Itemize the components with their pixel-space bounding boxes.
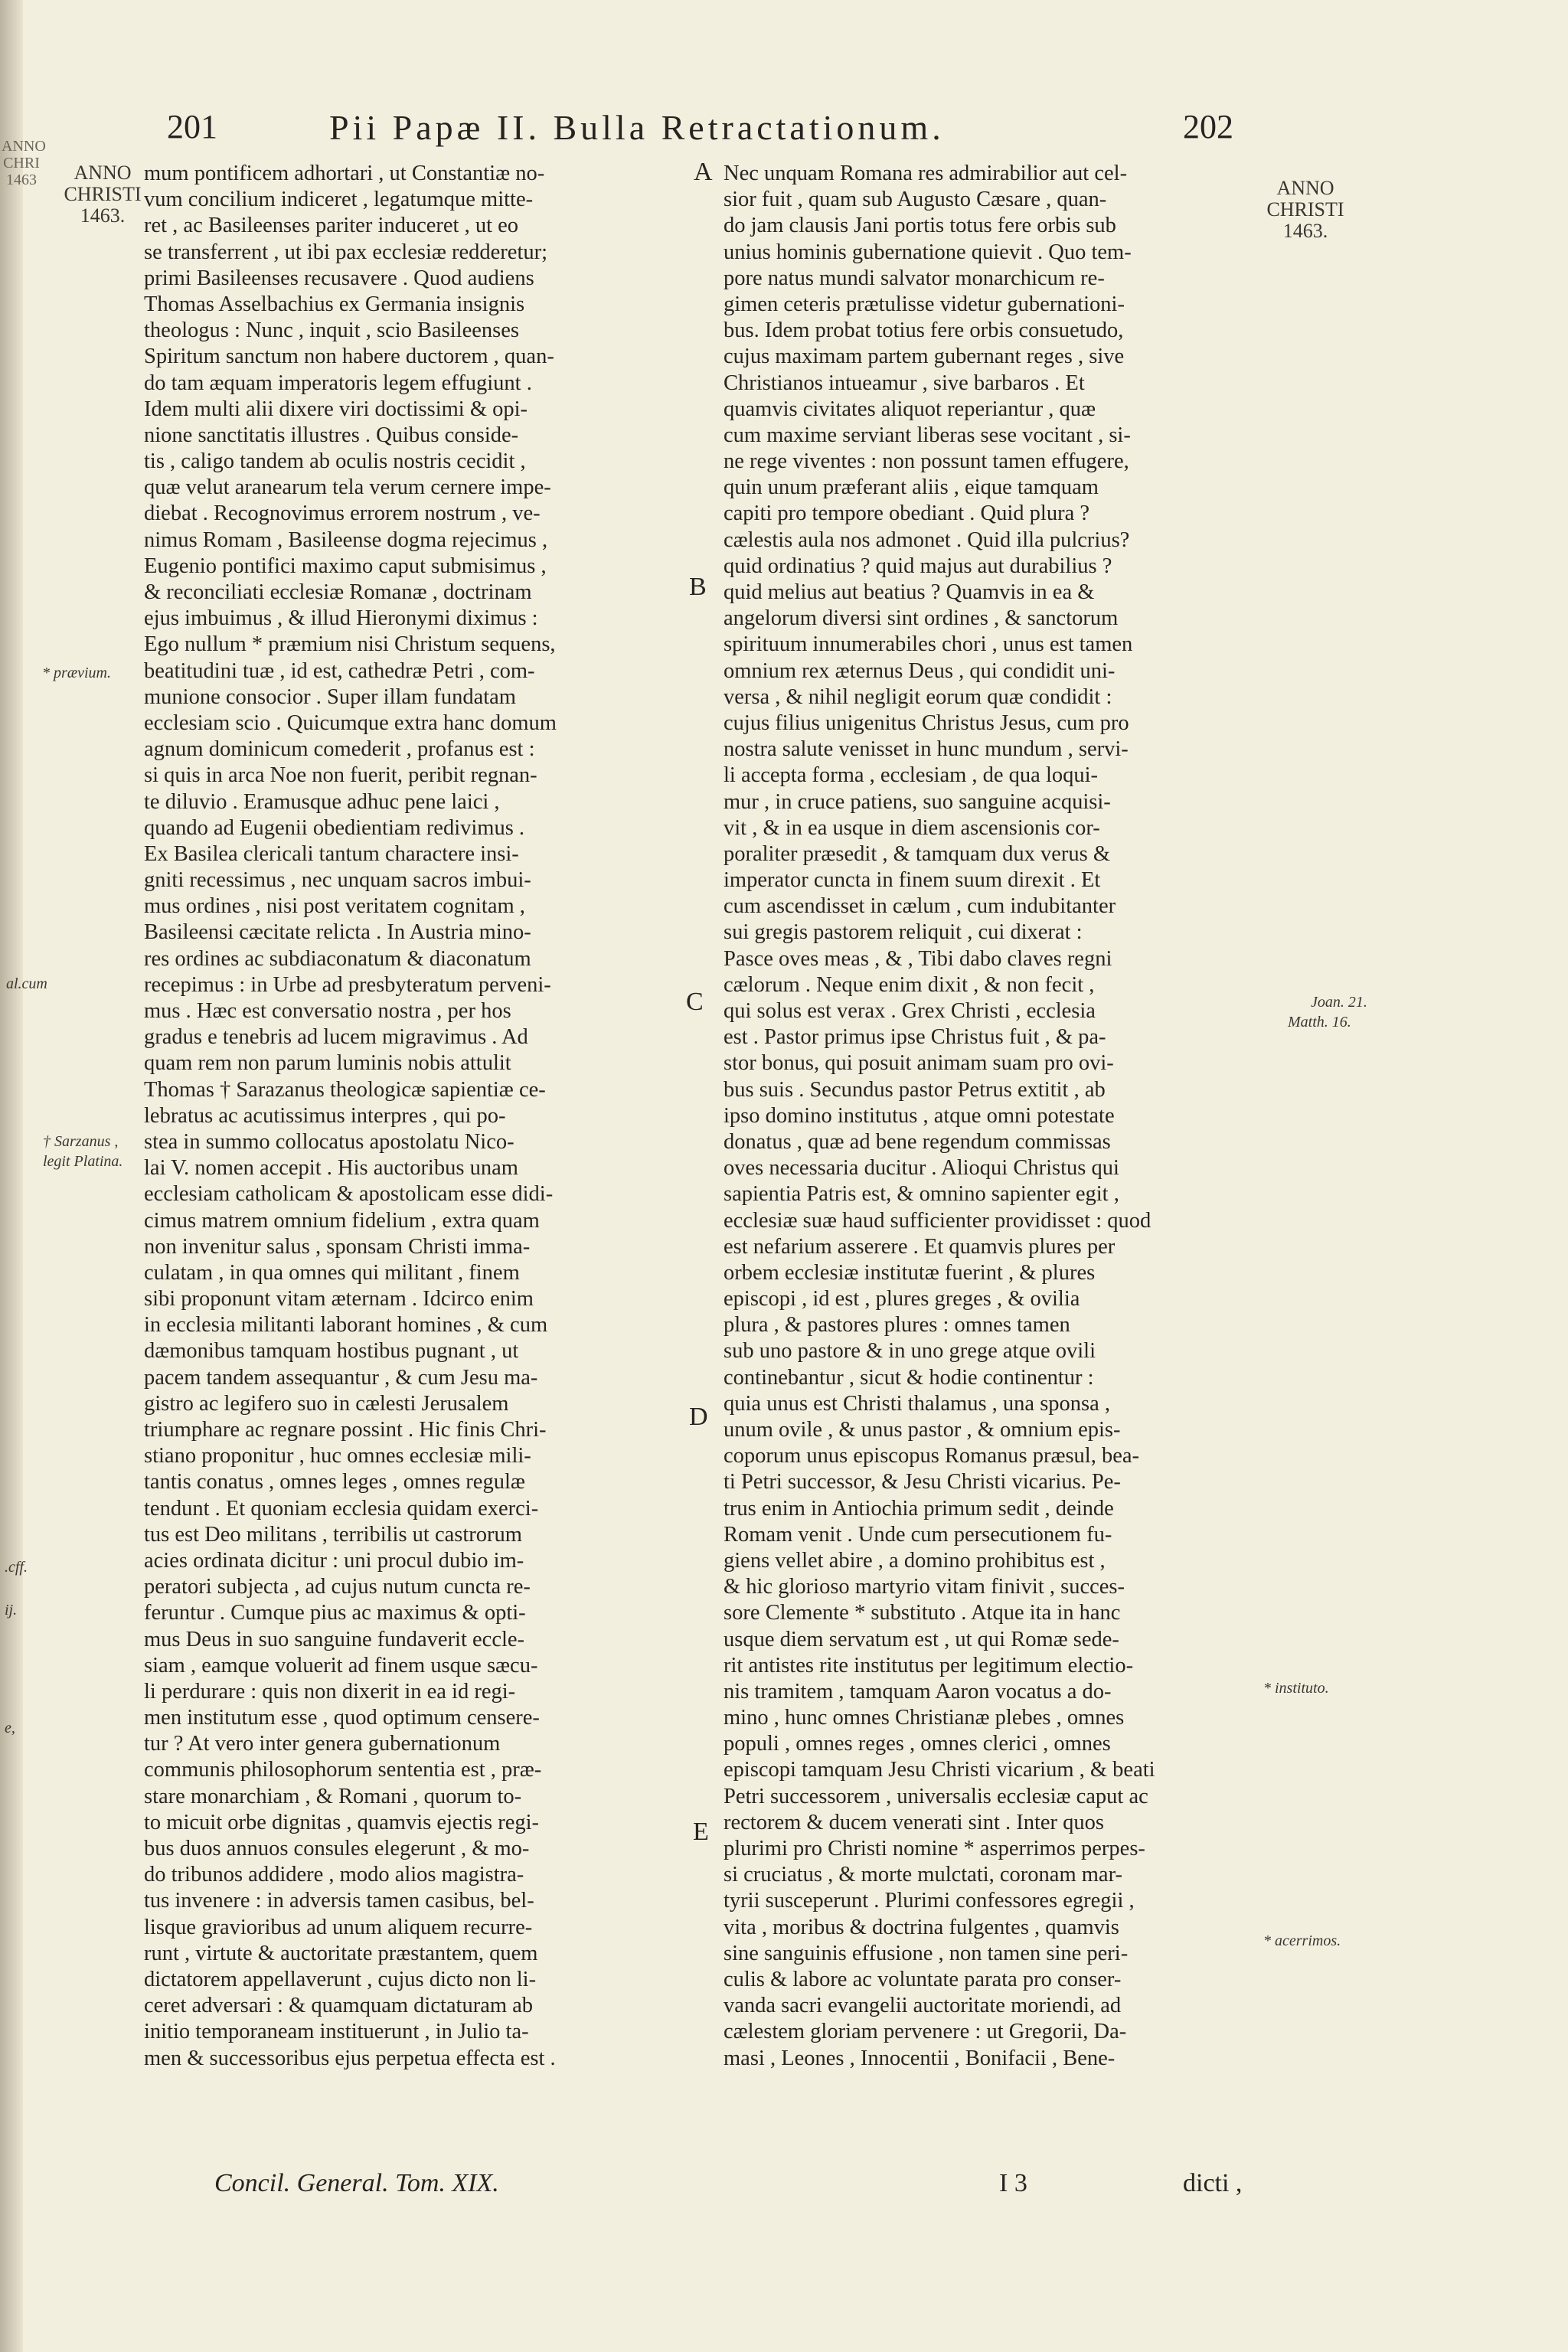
text-line: do jam clausis Jani portis totus fere orbis sub xyxy=(724,214,1116,238)
signature-mark: I 3 xyxy=(999,2169,1027,2197)
text-line: omnium rex æternus Deus , qui condidit uni- xyxy=(724,658,1116,683)
text-line: sapientia Patris est, & omnino sapienter egit , xyxy=(724,1182,1119,1207)
page-number-right: 202 xyxy=(1183,108,1233,145)
note-platina: legit Platina. xyxy=(43,1153,123,1170)
text-line: nis tramitem , tamquam Aaron vocatus a do- xyxy=(724,1679,1112,1704)
text-line: nostra salute venisset in hunc mundum , servi- xyxy=(724,737,1129,762)
text-line: recepimus : in Urbe ad presbyteratum perveni- xyxy=(144,972,551,997)
text-line: Ex Basilea clericali tantum charactere insi- xyxy=(144,841,519,866)
text-line: quin unum præferant aliis , eique tamquam xyxy=(724,475,1099,500)
text-line: masi , Leones , Innocentii , Bonifacii , Bene- xyxy=(724,2046,1116,2070)
note-alcum: al.cum xyxy=(6,975,47,992)
text-line: se transferrent , ut ibi pax ecclesiæ redderetur; xyxy=(144,240,548,264)
text-line: theologus : Nunc , inquit , scio Basileenses xyxy=(144,318,519,343)
text-line: cum ascendisset in cælum , cum indubitanter xyxy=(724,894,1116,919)
text-line: tur ? At vero inter genera gubernationum xyxy=(144,1732,501,1756)
text-line: si quis in arca Noe non fuerit, peribit regnan- xyxy=(144,763,537,788)
text-line: Christianos intueamur , sive barbaros . Et xyxy=(724,371,1085,395)
text-line: poraliter præsedit , & tamquam dux verus & xyxy=(724,841,1110,866)
text-line: lisque gravioribus ad unum aliquem recurre- xyxy=(144,1915,533,1939)
text-line: agnum dominicum comederit , profanus est : xyxy=(144,737,535,762)
text-line: lebratus ac acutissimus interpres , qui po- xyxy=(144,1103,506,1128)
page-number-left: 201 xyxy=(167,108,217,145)
text-line: tendunt . Et quoniam ecclesia quidam exerci- xyxy=(144,1496,539,1521)
text-line: angelorum diversi sint ordines , & sanctorum xyxy=(724,606,1119,631)
text-line: men institutum esse , quod optimum censere- xyxy=(144,1706,540,1730)
text-line: pore natus mundi salvator monarchicum re- xyxy=(724,266,1105,290)
text-line: unius hominis gubernatione quievit . Quo tem- xyxy=(724,240,1132,264)
text-line: ecclesiam scio . Quicumque extra hanc domum xyxy=(144,710,557,735)
text-line: trus enim in Antiochia primum sedit , deinde xyxy=(724,1496,1114,1521)
text-line: populi , omnes reges , omnes clerici , omnes xyxy=(724,1732,1111,1756)
text-line: Idem multi alii dixere viri doctissimi & opi- xyxy=(144,397,528,421)
text-line: te diluvio . Eramusque adhuc pene laici , xyxy=(144,789,500,814)
text-line: non invenitur salus , sponsam Christi imma- xyxy=(144,1234,531,1259)
text-line: gradus e tenebris ad lucem migravimus . Ad xyxy=(144,1025,528,1050)
section-letter-c: C xyxy=(686,988,704,1016)
text-line: cum maxime serviant liberas sese vocitant , si- xyxy=(724,423,1131,447)
text-line: nione sanctitatis illustres . Quibus conside- xyxy=(144,423,519,447)
text-line: ejus imbuimus , & illud Hieronymi diximus : xyxy=(144,606,538,631)
text-line: imperator cuncta in finem suum direxit . Et xyxy=(724,868,1101,893)
text-line: feruntur . Cumque pius ac maximus & opti- xyxy=(144,1601,526,1625)
text-column-left xyxy=(144,161,688,2072)
text-line: rit antistes rite institutus per legitimum electio- xyxy=(724,1653,1134,1677)
text-line: li accepta forma , ecclesiam , de qua loqui- xyxy=(724,763,1099,788)
text-line: lai V. nomen accepit . His auctoribus unam xyxy=(144,1156,518,1181)
text-line: Basileensi cæcitate relicta . In Austria mino- xyxy=(144,920,531,945)
text-line: cælestis aula nos admonet . Quid illa pulcrius? xyxy=(724,528,1130,552)
faint-anno-margin: ANNO CHRI 1463 xyxy=(2,138,46,188)
text-line: Eugenio pontifici maximo caput submisimus , xyxy=(144,554,547,578)
text-line: quando ad Eugenii obedientiam redivimus . xyxy=(144,815,525,840)
text-line: primi Basileenses recusavere . Quod audiens xyxy=(144,266,534,290)
text-line: quæ velut aranearum tela verum cernere impe- xyxy=(144,475,551,500)
text-line: Nec unquam Romana res admirabilior aut cel- xyxy=(724,162,1128,185)
text-line: vanda sacri evangelii auctoritate moriendi, ad xyxy=(724,1994,1122,2018)
text-line: vit , & in ea usque in diem ascensionis cor- xyxy=(724,815,1100,840)
note-instituto: * instituto. xyxy=(1263,1680,1329,1697)
text-line: tus invenere : in adversis tamen casibus, bel- xyxy=(144,1889,534,1913)
text-line: plurimi pro Christi nomine * asperrimos perpes- xyxy=(724,1837,1145,1860)
text-line: mum pontificem adhortari , ut Constantiæ no- xyxy=(144,162,545,185)
text-line: communis philosophorum sententia est , præ- xyxy=(144,1758,542,1782)
text-line: gimen ceteris prætulisse videtur gubernationi- xyxy=(724,292,1125,316)
text-line: culatam , in qua omnes qui militant , finem xyxy=(144,1260,520,1285)
text-line: sine sanguinis effusione , non tamen sine peri- xyxy=(724,1941,1129,1965)
running-title: Pii Papæ II. Bulla Retractationum. xyxy=(329,108,945,147)
text-line: bus. Idem probat totius fere orbis consuetudo, xyxy=(724,318,1124,343)
text-line: ne rege viventes : non possunt tamen effugere, xyxy=(724,449,1129,474)
text-line: gistro ac legifero suo in cælesti Jerusalem xyxy=(144,1391,509,1416)
text-line: mino , hunc omnes Christianæ plebes , omnes xyxy=(724,1706,1125,1730)
section-letter-b: B xyxy=(689,573,707,601)
text-line: & reconciliati ecclesiæ Romanæ , doctrinam xyxy=(144,580,532,604)
text-line: peratori subjecta , ad cujus nutum cuncta re- xyxy=(144,1575,531,1599)
text-line: giens vellet abire , a domino prohibitus est , xyxy=(724,1548,1106,1573)
text-line: episcopi , id est , plures greges , & ovilia xyxy=(724,1287,1080,1312)
text-line: coporum unus episcopus Romanus præsul, bea- xyxy=(724,1444,1140,1468)
text-line: do tribunos addidere , modo alios magistra- xyxy=(144,1863,524,1887)
text-line: sibi proponunt vitam æternam . Idcirco enim xyxy=(144,1287,534,1312)
text-line: stor bonus, qui posuit animam suam pro ovi- xyxy=(724,1051,1114,1076)
text-line: pacem tandem assequantur , & cum Jesu ma- xyxy=(144,1365,538,1390)
text-line: spirituum innumerabiles chori , unus est tamen xyxy=(724,632,1133,657)
section-letter-e: E xyxy=(693,1818,709,1846)
text-line: ti Petri successor, & Jesu Christi vicarius. Pe- xyxy=(724,1470,1121,1494)
text-line: quamvis civitates aliquot reperiantur , quæ xyxy=(724,397,1096,421)
text-line: sub uno pastore & in uno grege atque ovili xyxy=(724,1339,1096,1364)
text-line: Romam venit . Unde cum persecutionem fu- xyxy=(724,1522,1112,1547)
text-line: oves necessaria ducitur . Alioqui Christus qui xyxy=(724,1156,1119,1181)
text-line: tantis conatus , omnes leges , omnes regulæ xyxy=(144,1470,525,1494)
text-line: cujus maximam partem gubernant reges , sive xyxy=(724,345,1125,369)
anno-christi-right: ANNO CHRISTI 1463. xyxy=(1266,177,1344,242)
text-line: quid melius aut beatius ? Quamvis in ea & xyxy=(724,580,1095,604)
text-line: res ordines ac subdiaconatum & diaconatum xyxy=(144,946,531,971)
text-line: Pasce oves meas , & , Tibi dabo claves regni xyxy=(724,946,1112,971)
text-line: rectorem & ducem venerati sint . Inter quos xyxy=(724,1810,1104,1834)
text-line: munione consocior . Super illam fundatam xyxy=(144,684,516,709)
text-line: diebat . Recognovimus errorem nostrum , ve- xyxy=(144,501,541,526)
text-line: ceret adversari : & quamquam dictaturam ab xyxy=(144,1994,534,2018)
text-line: ecclesiæ suæ haud sufficienter providisset : quod xyxy=(724,1208,1152,1233)
text-line: tus est Deo militans , terribilis ut castrorum xyxy=(144,1522,522,1547)
note-fragment-a: .cff. xyxy=(5,1559,28,1576)
text-line: plura , & pastores plures : omnes tamen xyxy=(724,1313,1070,1338)
text-line: mus . Hæc est conversatio nostra , per hos xyxy=(144,999,511,1023)
text-line: runt , virtute & auctoritate præstantem, quem xyxy=(144,1941,538,1965)
text-line: vita , moribus & doctrina fulgentes , quamvis xyxy=(724,1915,1119,1939)
page-gutter-shadow xyxy=(0,0,23,2352)
text-line: sore Clemente * substituto . Atque ita in hanc xyxy=(724,1601,1121,1625)
note-praevium: * prævium. xyxy=(42,665,111,681)
text-line: quam rem non parum luminis nobis attulit xyxy=(144,1051,511,1076)
text-line: capiti pro tempore obediant . Quid plura ? xyxy=(724,501,1090,526)
text-line: continebantur , sicut & hodie continentur : xyxy=(724,1365,1094,1390)
text-line: cujus filius unigenitus Christus Jesus, cum pro xyxy=(724,710,1129,735)
text-line: Petri successorem , universalis ecclesiæ caput ac xyxy=(724,1784,1148,1808)
text-line: Thomas † Sarazanus theologicæ sapientiæ ce- xyxy=(144,1077,546,1102)
running-header xyxy=(0,107,1568,153)
text-line: est nefarium asserere . Et quamvis plures per xyxy=(724,1234,1116,1259)
text-line: mus Deus in suo sanguine fundaverit eccle- xyxy=(144,1627,525,1651)
text-line: & hic glorioso martyrio vitam finivit , succes- xyxy=(724,1575,1125,1599)
text-line: quia unus est Christi thalamus , una sponsa , xyxy=(724,1391,1111,1416)
text-line: do tam æquam imperatoris legem effugiunt . xyxy=(144,371,532,395)
text-column-right xyxy=(724,161,1275,2072)
text-line: tis , caligo tandem ab oculis nostris cecidit , xyxy=(144,449,526,474)
text-line: qui solus est verax . Grex Christi , ecclesia xyxy=(724,999,1096,1023)
text-line: beatitudini tuæ , id est, cathedræ Petri , com- xyxy=(144,658,535,683)
text-line: si cruciatus , & morte mulctati, coronam mar- xyxy=(724,1863,1122,1887)
text-line: siam , eamque voluerit ad finem usque sæcu- xyxy=(144,1653,538,1677)
text-line: sior fuit , quam sub Augusto Cæsare , quan- xyxy=(724,188,1107,212)
text-line: culis & labore ac voluntate parata pro conser- xyxy=(724,1967,1122,1991)
text-line: gniti recessimus , nec unquam sacros imbui- xyxy=(144,868,531,893)
text-line: li perdurare : quis non dixerit in ea id regi- xyxy=(144,1679,516,1704)
text-line: in ecclesia militanti laborant homines , & cum xyxy=(144,1313,548,1338)
section-letter-d: D xyxy=(689,1403,708,1431)
text-line: ret , ac Basileenses pariter induceret , ut eo xyxy=(144,214,519,238)
text-line: mur , in cruce patiens, suo sanguine acquisi- xyxy=(724,789,1111,814)
anno-christi-left: ANNO CHRISTI 1463. xyxy=(64,162,142,227)
text-line: ecclesiam catholicam & apostolicam esse didi- xyxy=(144,1182,554,1207)
text-line: ipso domino institutus , atque omni potestate xyxy=(724,1103,1115,1128)
note-acerrimos: * acerrimos. xyxy=(1263,1932,1341,1949)
text-line: nimus Romam , Basileense dogma rejecimus , xyxy=(144,528,548,552)
text-line: mus ordines , nisi post veritatem cognitam , xyxy=(144,894,525,919)
text-line: initio temporaneam instituerunt , in Julio ta- xyxy=(144,2020,529,2044)
page-footer xyxy=(0,2169,1568,2207)
text-line: episcopi tamquam Jesu Christi vicarium , & beati xyxy=(724,1758,1155,1782)
text-line: stiano proponitur , huc omnes ecclesiæ mili- xyxy=(144,1444,531,1468)
text-line: donatus , quæ ad bene regendum commissas xyxy=(724,1129,1111,1154)
section-letter-a: A xyxy=(694,158,713,186)
text-line: bus duos annuos consules elegerunt , & mo- xyxy=(144,1837,530,1860)
text-line: Ego nullum * præmium nisi Christum sequens, xyxy=(144,632,556,657)
catchword: dicti , xyxy=(1183,2169,1243,2197)
text-line: sui gregis pastorem reliquit , cui dixerat : xyxy=(724,920,1083,945)
text-line: usque diem servatum est , ut qui Romæ sede- xyxy=(724,1627,1119,1651)
text-line: cimus matrem omnium fidelium , extra quam xyxy=(144,1208,540,1233)
text-line: Thomas Asselbachius ex Germania insignis xyxy=(144,292,525,316)
text-line: Spiritum sanctum non habere ductorem , quan- xyxy=(144,345,554,369)
text-line: tyrii susceperunt . Plurimi confessores egregii , xyxy=(724,1889,1135,1913)
text-line: orbem ecclesiæ institutæ fuerint , & plures xyxy=(724,1260,1096,1285)
text-line: vum concilium indiceret , legatumque mitte- xyxy=(144,188,534,212)
text-line: est . Pastor primus ipse Christus fuit , & pa- xyxy=(724,1025,1106,1050)
text-line: unum ovile , & unus pastor , & omnium epis- xyxy=(724,1418,1121,1442)
note-joan: Joan. 21. xyxy=(1311,994,1367,1011)
text-line: men & successoribus ejus perpetua effecta est . xyxy=(144,2046,556,2070)
note-fragment-c: e, xyxy=(5,1720,15,1736)
text-line: cælestem gloriam pervenere : ut Gregorii, Da- xyxy=(724,2020,1127,2044)
text-line: dæmonibus tamquam hostibus pugnant , ut xyxy=(144,1339,519,1364)
footer-volume-title: Concil. General. Tom. XIX. xyxy=(214,2169,499,2197)
text-line: acies ordinata dicitur : uni procul dubio im- xyxy=(144,1548,524,1573)
text-line: dictatorem appellaverunt , cujus dicto non li- xyxy=(144,1967,537,1991)
text-line: versa , & nihil negligit eorum quæ condidit : xyxy=(724,684,1112,709)
text-line: stare monarchiam , & Romani , quorum to- xyxy=(144,1784,522,1808)
text-line: cælorum . Neque enim dixit , & non fecit , xyxy=(724,972,1095,997)
text-line: quid ordinatius ? quid majus aut durabilius ? xyxy=(724,554,1112,578)
note-matth: Matth. 16. xyxy=(1288,1014,1351,1031)
text-line: bus suis . Secundus pastor Petrus extitit , ab xyxy=(724,1077,1106,1102)
note-fragment-b: ij. xyxy=(5,1602,18,1619)
note-sarazanus: † Sarzanus , xyxy=(43,1133,119,1150)
text-line: to micuit orbe dignitas , quamvis ejectis regi- xyxy=(144,1810,540,1834)
text-line: stea in summo collocatus apostolatu Nico- xyxy=(144,1129,514,1154)
text-line: triumphare ac regnare possint . Hic finis Chri- xyxy=(144,1418,547,1442)
